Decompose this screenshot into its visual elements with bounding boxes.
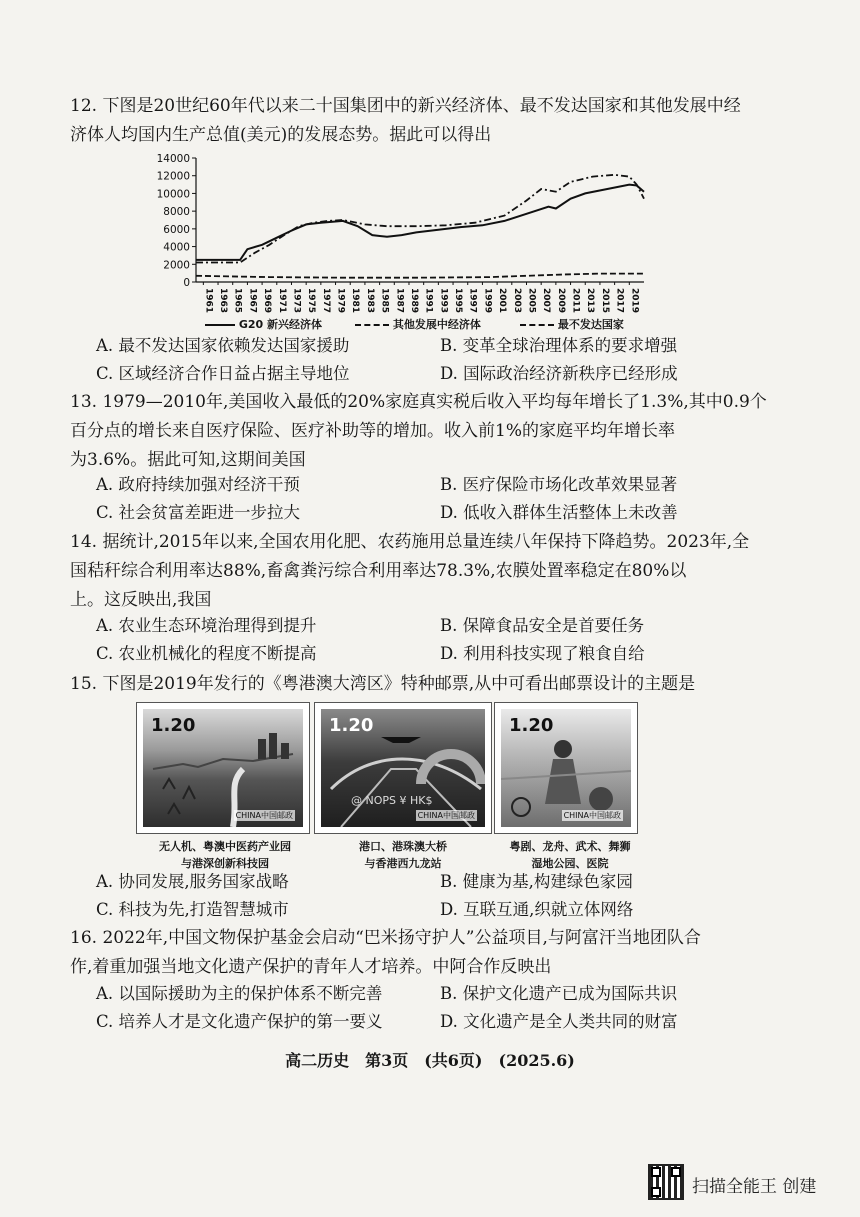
q16-option-d[interactable]: D. 文化遗产是全人类共同的财富 [440,1012,678,1031]
page-footer: 高二历史 第3页 (共6页) (2025.6) [285,1051,575,1070]
x-tick-label: 1979 [335,288,346,314]
x-tick-label: 1995 [453,288,464,314]
stamp-3-brand: CHINA中国邮政 [563,811,621,820]
y-tick-label: 12000 [156,170,190,183]
scanner-watermark-text: 扫描全能王 创建 [692,1177,817,1197]
question-12-stem-line1: 12. 下图是20世纪60年代以来二十国集团中的新兴经济体、最不发达国家和其他发展中经 [70,96,741,116]
x-tick-label: 1983 [364,288,375,314]
x-tick-label: 1977 [320,288,331,314]
legend-label-other: 其他发展中经济体 [392,318,481,331]
q14-option-c[interactable]: C. 农业机械化的程度不断提高 [96,644,317,663]
stamp-3-image [494,702,638,834]
stamp-2-brand: CHINA中国邮政 [417,811,475,820]
legend-item-ldc [520,316,624,332]
x-tick-label: 1997 [467,288,478,314]
stamp-3-caption-line1: 粤剧、龙舟、武术、舞狮 [509,840,631,853]
x-tick-label: 2013 [585,288,596,314]
q14-option-b[interactable]: B. 保障食品安全是首要任务 [440,616,645,635]
question-13-stem-line1: 13. 1979—2010年,美国收入最低的20%家庭真实税后收入平均每年增长了1.3%,其中0.9个 [70,392,767,412]
q14-option-d[interactable]: D. 利用科技实现了粮食自给 [440,644,645,663]
q15-option-c[interactable]: C. 科技为先,打造智慧城市 [96,900,289,919]
x-tick-label: 2001 [497,288,508,314]
stamp-1-brand: CHINA中国邮政 [235,811,293,820]
x-tick-label: 1975 [306,288,317,314]
q13-option-c[interactable]: C. 社会贫富差距进一步拉大 [96,503,301,522]
svg-text:@ NOPS ¥ HK$: @ NOPS ¥ HK$ [351,794,433,807]
q16-option-a[interactable]: A. 以国际援助为主的保护体系不断完善 [96,984,383,1003]
x-tick-label: 1967 [247,288,258,314]
qr-code-icon [648,1164,684,1200]
y-tick-label: 0 [183,277,190,289]
x-tick-label: 2009 [555,288,566,314]
stamp-2-caption-line1: 港口、港珠澳大桥 [359,840,447,853]
stamp-1-caption [130,838,320,872]
stamp-1-caption-line2: 与港深创新科技园 [181,857,269,870]
q12-option-a[interactable]: A. 最不发达国家依赖发达国家援助 [96,336,350,355]
stamp-2-image [314,702,492,834]
x-tick-label: 1987 [394,288,405,314]
x-tick-label: 1981 [350,288,361,314]
x-tick-label: 1961 [203,288,214,314]
q12-option-d[interactable]: D. 国际政治经济新秩序已经形成 [440,364,678,383]
x-tick-label: 2007 [541,288,552,314]
question-13-stem [70,388,810,475]
q13-option-a[interactable]: A. 政府持续加强对经济干预 [96,475,300,494]
stamp-2-caption [318,838,488,872]
q16-option-b[interactable]: B. 保护文化遗产已成为国际共识 [440,984,678,1003]
x-tick-label: 1969 [262,288,273,314]
x-tick-label: 1973 [291,288,302,314]
question-16-stem [70,924,810,982]
x-tick-label: 1985 [379,288,390,314]
scanner-watermark [648,1164,838,1204]
stamp-3-caption-line2: 湿地公园、医院 [531,857,609,870]
y-tick-label: 4000 [163,241,190,254]
x-tick-label: 2015 [599,288,610,314]
legend-item-g20 [205,316,322,332]
q12-option-b[interactable]: B. 变革全球治理体系的要求增强 [440,336,678,355]
stamp-2-caption-line2: 与香港西九龙站 [364,857,442,870]
legend-label-ldc: 最不发达国家 [557,318,624,331]
x-tick-label: 1963 [218,288,229,314]
q16-option-c[interactable]: C. 培养人才是文化遗产保护的第一要义 [96,1012,383,1031]
q15-option-d[interactable]: D. 互联互通,织就立体网络 [440,900,634,919]
legend-item-other [355,316,481,332]
stamp-1-caption-line1: 无人机、粤澳中医药产业园 [159,840,291,853]
x-tick-label: 2017 [614,288,625,314]
y-tick-label: 10000 [156,188,190,201]
y-tick-label: 14000 [156,153,190,165]
q12-option-c[interactable]: C. 区域经济合作日益占据主导地位 [96,364,350,383]
question-14-stem-line3: 上。这反映出,我国 [70,590,212,610]
x-tick-label: 2005 [526,288,537,314]
question-14-stem [70,528,810,615]
stamp-3-price: 1.20 [509,715,554,736]
question-14-stem-line1: 14. 据统计,2015年以来,全国农用化肥、农药施用总量连续八年保持下降趋势。2023年,全 [70,532,750,552]
stamp-1-image [136,702,310,834]
x-tick-label: 1965 [232,288,243,314]
y-tick-label: 8000 [163,206,190,219]
question-16-stem-line2: 作,着重加强当地文化遗产保护的青年人才培养。中阿合作反映出 [70,957,552,977]
q13-option-d[interactable]: D. 低收入群体生活整体上未改善 [440,503,678,522]
q14-option-a[interactable]: A. 农业生态环境治理得到提升 [96,616,317,635]
stamp-2-price: 1.20 [329,715,374,736]
question-12-stem-line2: 济体人均国内生产总值(美元)的发展态势。据此可以得出 [70,125,492,145]
series-line-3 [196,274,644,278]
x-tick-label: 1991 [423,288,434,314]
x-tick-label: 1971 [276,288,287,314]
x-tick-label: 2003 [511,288,522,314]
x-tick-label: 2011 [570,288,581,314]
y-tick-label: 2000 [163,259,190,272]
legend-label-g20: G20 新兴经济体 [238,318,323,331]
y-tick-label: 6000 [163,223,190,236]
question-15-stem: 15. 下图是2019年发行的《粤港澳大湾区》特种邮票,从中可看出邮票设计的主题是 [70,674,696,694]
question-13-stem-line3: 为3.6%。据此可知,这期间美国 [70,450,306,470]
x-tick-label: 1993 [438,288,449,314]
question-12-stem [70,92,810,150]
gdp-per-capita-line-chart [150,152,670,337]
series-line-2 [196,175,644,263]
q15-option-b[interactable]: B. 健康为基,构建绿色家园 [440,872,633,891]
q13-option-b[interactable]: B. 医疗保险市场化改革效果显著 [440,475,678,494]
stamp-1-price: 1.20 [151,715,196,736]
x-tick-label: 1989 [408,288,419,314]
stamp-3-caption [490,838,650,872]
x-tick-label: 2019 [629,288,640,314]
question-14-stem-line2: 国秸秆综合利用率达88%,畜禽粪污综合利用率达78.3%,农膜处置率稳定在80%以 [70,561,687,581]
q15-option-a[interactable]: A. 协同发展,服务国家战略 [96,872,289,891]
question-13-stem-line2: 百分点的增长来自医疗保险、医疗补助等的增加。收入前1%的家庭平均年增长率 [70,421,675,441]
x-tick-label: 1999 [482,288,493,314]
question-16-stem-line1: 16. 2022年,中国文物保护基金会启动“巴米扬守护人”公益项目,与阿富汗当地团队合 [70,928,701,948]
